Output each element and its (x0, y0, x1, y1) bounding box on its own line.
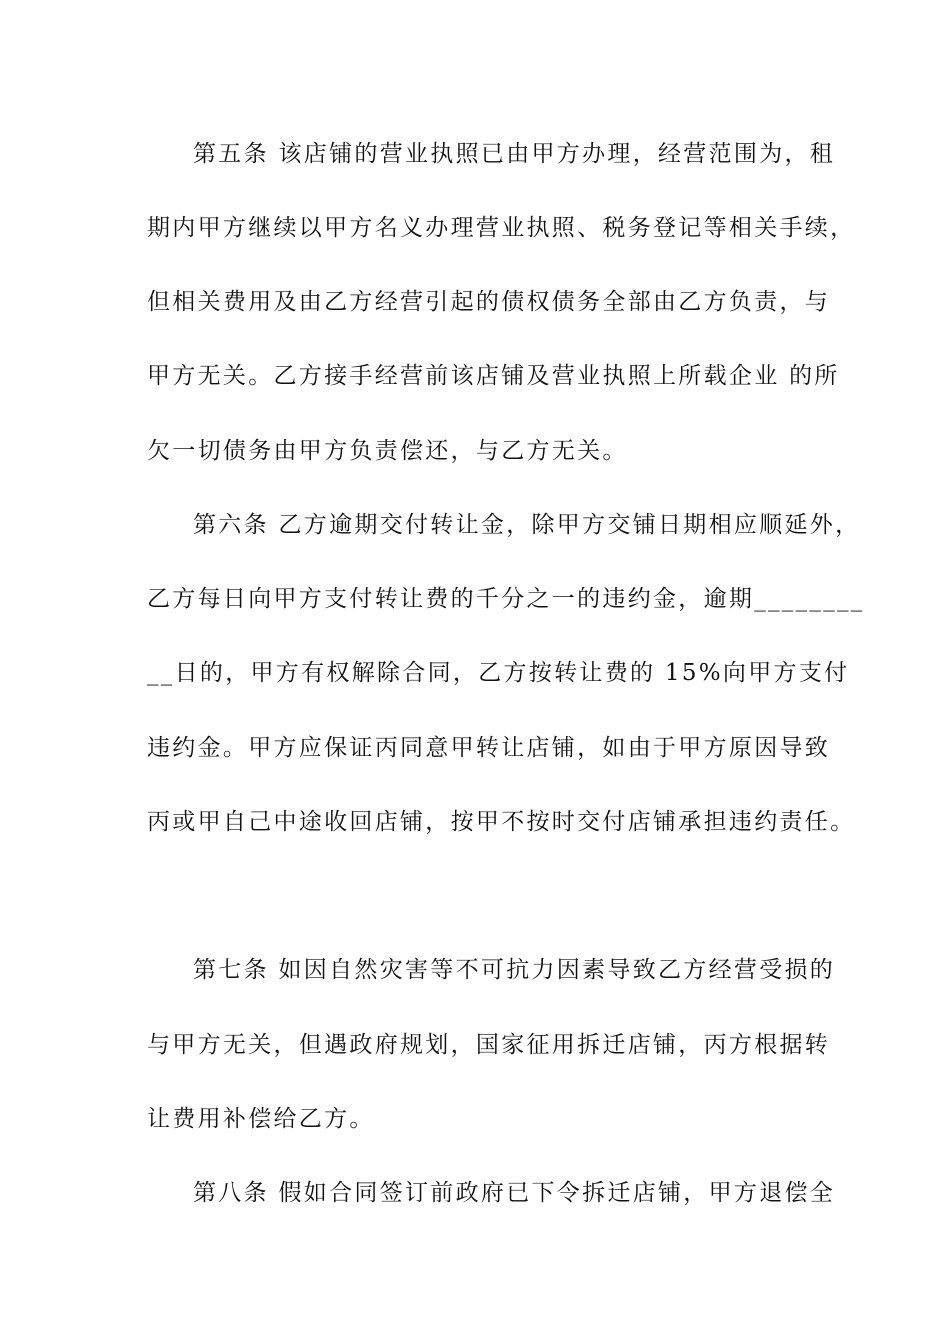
text-line: 乙方每日向甲方支付转让费的千分之一的违约金，逾期________ (147, 586, 865, 612)
text-line-article-8: 第八条 假如合同签订前政府已下令拆迁店铺，甲方退偿全 (193, 1180, 836, 1206)
text-line-article-5: 第五条 该店铺的营业执照已由甲方办理，经营范围为，租 (193, 141, 836, 167)
text-line: 让费用补偿给乙方。 (147, 1106, 375, 1132)
text-line-article-6: 第六条 乙方逾期交付转让金，除甲方交铺日期相应顺延外， (193, 512, 861, 538)
text-line: 丙或甲自己中途收回店铺，按甲不按时交付店铺承担违约责任。 (147, 809, 856, 835)
text-line: 与甲方无关，但遇政府规划，国家征用拆迁店铺，丙方根据转 (147, 1032, 831, 1058)
text-line: 期内甲方继续以甲方名义办理营业执照、税务登记等相关手续， (147, 215, 856, 241)
text-line-article-7: 第七条 如因自然灾害等不可抗力因素导致乙方经营受损的 (193, 957, 836, 983)
text-line: 欠一切债务由甲方负责偿还，与乙方无关。 (147, 438, 628, 464)
text-line: 但相关费用及由乙方经营引起的债权债务全部由乙方负责，与 (147, 289, 831, 315)
text-line: 违约金。甲方应保证丙同意甲转让店铺，如由于甲方原因导致 (147, 735, 831, 761)
text-line: 甲方无关。乙方接手经营前该店铺及营业执照上所载企业 的所 (147, 363, 840, 389)
text-line: __日的，甲方有权解除合同，乙方按转让费的 15%向甲方支付 (147, 660, 850, 686)
